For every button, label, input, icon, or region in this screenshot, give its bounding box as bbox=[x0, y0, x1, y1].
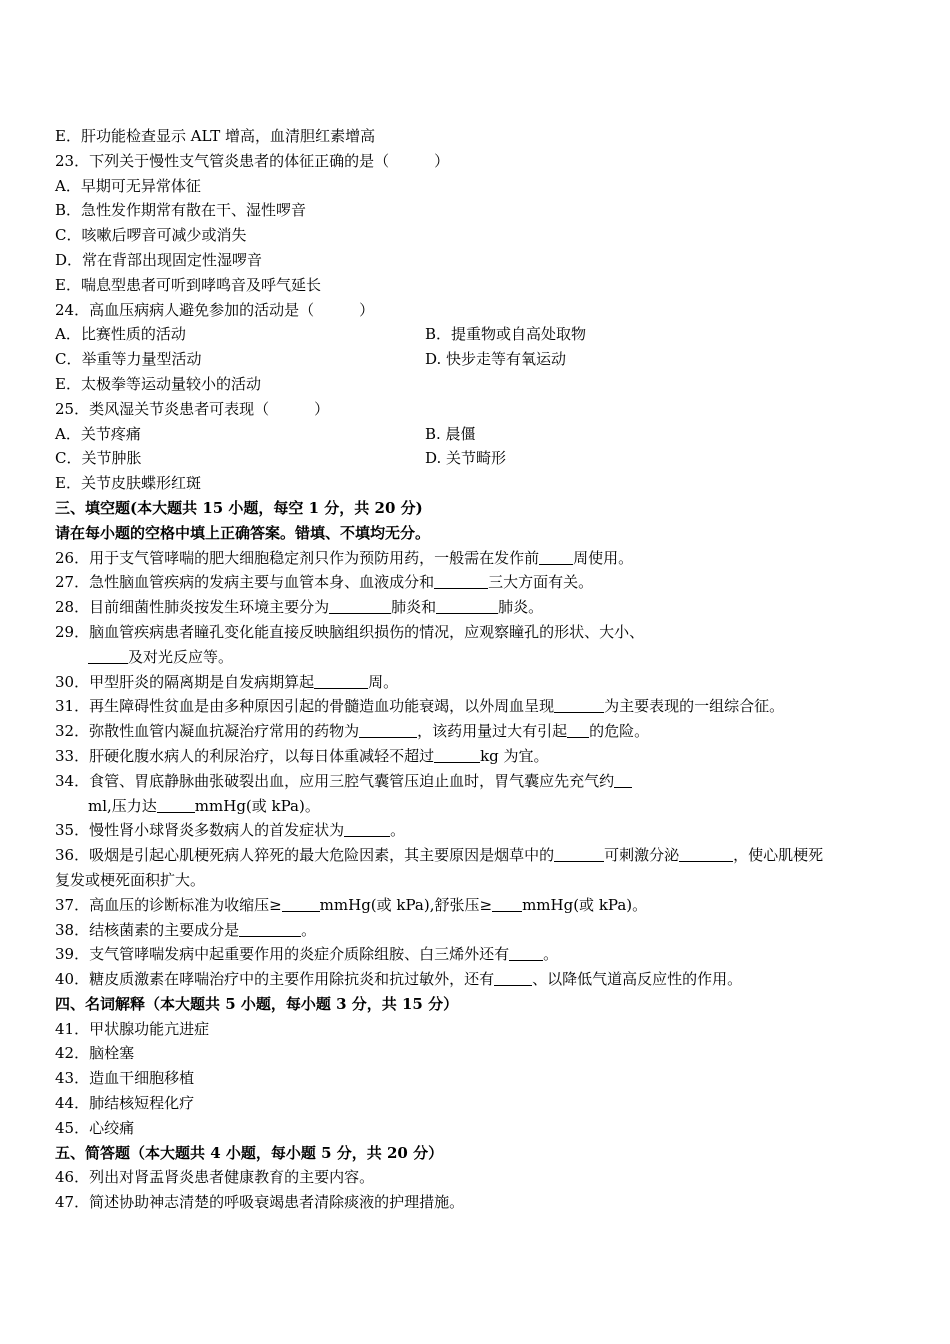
line-text: 24．高血压病病人避免参加的活动是（ ） bbox=[55, 300, 375, 319]
answer-blank bbox=[344, 820, 390, 837]
line-text: 25．类风湿关节炎患者可表现（ ） bbox=[55, 399, 330, 418]
text-line bbox=[55, 570, 900, 595]
answer-blank bbox=[679, 845, 733, 862]
line-text: mmHg(或 kPa)。 bbox=[522, 895, 648, 914]
text-line bbox=[55, 1116, 900, 1141]
line-text: 35．慢性肾小球肾炎多数病人的首发症状为 bbox=[55, 821, 345, 840]
line-text: ，使心肌梗死 bbox=[733, 846, 824, 865]
answer-blank bbox=[434, 572, 488, 589]
line-text: E．关节皮肤蝶形红斑 bbox=[55, 474, 201, 493]
line-text: 。 bbox=[543, 945, 559, 964]
line-text: 37．高血压的诊断标准为收缩压≥ bbox=[55, 895, 282, 914]
text-line bbox=[55, 818, 900, 843]
text-line bbox=[55, 1066, 900, 1091]
line-text: A．比赛性质的活动 bbox=[55, 325, 186, 344]
section-heading bbox=[55, 496, 900, 521]
line-text: B．急性发作期常有散在干、湿性啰音 bbox=[55, 201, 307, 220]
text-line bbox=[55, 942, 900, 967]
text-line bbox=[55, 744, 900, 769]
text-line bbox=[55, 223, 900, 248]
line-text: 的危险。 bbox=[589, 722, 650, 741]
text-line bbox=[55, 124, 900, 149]
line-text: 为主要表现的一组综合征。 bbox=[604, 697, 785, 716]
text-line bbox=[55, 273, 900, 298]
answer-blank bbox=[492, 895, 522, 912]
line-text: 周。 bbox=[368, 672, 399, 691]
line-text: 三、填空题(本大题共 15 小题，每空 1 分，共 20 分) bbox=[55, 498, 423, 517]
line-text: 26．用于支气管哮喘的肥大细胞稳定剂只作为预防用药，一般需在发作前 bbox=[55, 548, 540, 567]
option-right-column: D. 快步走等有氧运动 bbox=[425, 350, 567, 369]
line-text: E．太极拳等运动量较小的活动 bbox=[55, 374, 261, 393]
line-text: 三大方面有关。 bbox=[488, 573, 594, 592]
answer-blank bbox=[88, 647, 128, 664]
answer-blank bbox=[494, 969, 532, 986]
section-heading bbox=[55, 1141, 900, 1166]
line-text: 34．食管、胃底静脉曲张破裂出血，应用三腔气囊管压迫止血时，胃气囊应先充气约 bbox=[55, 771, 615, 790]
line-text: 及对光反应等。 bbox=[128, 647, 234, 666]
text-line bbox=[55, 1091, 900, 1116]
text-line bbox=[55, 645, 900, 670]
line-text: 38．结核菌素的主要成分是 bbox=[55, 920, 240, 939]
line-text: E．肝功能检查显示 ALT 增高，血清胆红素增高 bbox=[55, 127, 376, 145]
text-line bbox=[55, 1017, 900, 1042]
section-heading bbox=[55, 992, 900, 1017]
text-line bbox=[55, 347, 900, 372]
text-line bbox=[55, 868, 900, 893]
line-text: 44．肺结核短程化疗 bbox=[55, 1094, 195, 1113]
answer-blank bbox=[554, 696, 604, 713]
answer-blank bbox=[314, 672, 368, 689]
exam-page bbox=[55, 124, 900, 1215]
line-text: 32．弥散性血管内凝血抗凝治疗常用的药物为 bbox=[55, 722, 360, 741]
section-heading bbox=[55, 521, 900, 546]
line-text: 47．简述协助神志清楚的呼吸衰竭患者清除痰液的护理措施。 bbox=[55, 1193, 465, 1212]
answer-blank bbox=[614, 771, 632, 788]
text-line bbox=[55, 694, 900, 719]
line-text: 、以降低气道高反应性的作用。 bbox=[532, 970, 743, 989]
line-text: 请在每小题的空格中填上正确答案。错填、不填均无分。 bbox=[55, 523, 431, 542]
line-text: 肺炎。 bbox=[498, 598, 544, 617]
line-text: 46．列出对肾盂肾炎患者健康教育的主要内容。 bbox=[55, 1168, 375, 1187]
line-text: 45．心绞痛 bbox=[55, 1118, 135, 1137]
line-text: 30．甲型肝炎的隔离期是自发病期算起 bbox=[55, 672, 315, 691]
answer-blank bbox=[436, 597, 498, 614]
text-line bbox=[55, 471, 900, 496]
text-line bbox=[55, 372, 900, 397]
text-line bbox=[55, 248, 900, 273]
option-right-column: B．提重物或自高处取物 bbox=[425, 325, 587, 344]
line-text: 复发或梗死面积扩大。 bbox=[55, 870, 206, 889]
line-text: kg 为宜。 bbox=[480, 746, 549, 765]
text-line bbox=[55, 1165, 900, 1190]
line-text: 。 bbox=[390, 821, 406, 840]
text-line bbox=[55, 174, 900, 199]
line-text: A．关节疼痛 bbox=[55, 424, 141, 443]
text-line bbox=[55, 719, 900, 744]
answer-blank bbox=[539, 548, 573, 565]
text-line bbox=[55, 1041, 900, 1066]
line-text: A．早期可无异常体征 bbox=[55, 176, 201, 195]
answer-blank bbox=[239, 920, 301, 937]
line-text: E．喘息型患者可听到哮鸣音及呼气延长 bbox=[55, 275, 321, 294]
answer-blank bbox=[157, 796, 195, 813]
text-line bbox=[55, 397, 900, 422]
text-line bbox=[55, 843, 900, 868]
line-text: 23．下列关于慢性支气管炎患者的体征正确的是（ ） bbox=[55, 151, 450, 170]
text-line bbox=[55, 918, 900, 943]
text-line bbox=[55, 149, 900, 174]
answer-blank bbox=[282, 895, 320, 912]
text-line bbox=[55, 298, 900, 323]
answer-blank bbox=[509, 944, 543, 961]
line-text: ，该药用量过大有引起 bbox=[417, 722, 568, 741]
answer-blank bbox=[329, 597, 391, 614]
line-text: 43．造血干细胞移植 bbox=[55, 1069, 195, 1088]
text-line bbox=[55, 422, 900, 447]
text-line bbox=[55, 893, 900, 918]
line-text: 36．吸烟是引起心肌梗死病人猝死的最大危险因素，其主要原因是烟草中的 bbox=[55, 846, 555, 865]
line-text: 周使用。 bbox=[573, 548, 634, 567]
line-text: 42．脑栓塞 bbox=[55, 1044, 135, 1063]
line-text: C．关节肿胀 bbox=[55, 449, 142, 468]
text-line bbox=[55, 1190, 900, 1215]
line-text: 肺炎和 bbox=[391, 598, 437, 617]
answer-blank bbox=[554, 845, 604, 862]
line-text: 28．目前细菌性肺炎按发生环境主要分为 bbox=[55, 598, 330, 617]
line-text: 四、名词解释（本大题共 5 小题，每小题 3 分，共 15 分） bbox=[55, 994, 459, 1013]
line-text: mmHg(或 kPa),舒张压≥ bbox=[319, 895, 493, 914]
line-text: 五、简答题（本大题共 4 小题，每小题 5 分，共 20 分） bbox=[55, 1143, 444, 1162]
text-line bbox=[55, 198, 900, 223]
text-line bbox=[55, 769, 900, 794]
line-text: 可刺激分泌 bbox=[604, 846, 680, 865]
option-right-column: D. 关节畸形 bbox=[425, 449, 507, 468]
line-text: 33．肝硬化腹水病人的利尿治疗，以每日体重减轻不超过 bbox=[55, 746, 435, 765]
line-text: C．举重等力量型活动 bbox=[55, 350, 202, 369]
text-line bbox=[55, 546, 900, 571]
text-line bbox=[55, 620, 900, 645]
answer-blank bbox=[434, 746, 480, 763]
text-line bbox=[55, 446, 900, 471]
line-text: 。 bbox=[301, 920, 317, 939]
option-right-column: B. 晨僵 bbox=[425, 424, 476, 443]
line-text: mmHg(或 kPa)。 bbox=[194, 796, 320, 815]
line-text: 40．糖皮质激素在哮喘治疗中的主要作用除抗炎和抗过敏外，还有 bbox=[55, 970, 495, 989]
line-text: ml,压力达 bbox=[88, 796, 157, 815]
text-line bbox=[55, 322, 900, 347]
text-line bbox=[55, 967, 900, 992]
line-text: D．常在背部出现固定性湿啰音 bbox=[55, 250, 263, 269]
text-line bbox=[55, 794, 900, 819]
line-text: 31．再生障碍性贫血是由多种原因引起的骨髓造血功能衰竭，以外周血呈现 bbox=[55, 697, 555, 716]
line-text: 29．脑血管疾病患者瞳孔变化能直接反映脑组织损伤的情况，应观察瞳孔的形状、大小、 bbox=[55, 622, 645, 641]
line-text: 39．支气管哮喘发病中起重要作用的炎症介质除组胺、白三烯外还有 bbox=[55, 945, 510, 964]
line-text: C．咳嗽后啰音可减少或消失 bbox=[55, 226, 247, 245]
text-line bbox=[55, 595, 900, 620]
line-text: 27．急性脑血管疾病的发病主要与血管本身、血液成分和 bbox=[55, 573, 435, 592]
answer-blank bbox=[359, 721, 417, 738]
line-text: 41．甲状腺功能亢进症 bbox=[55, 1019, 210, 1038]
text-line bbox=[55, 670, 900, 695]
answer-blank bbox=[567, 721, 589, 738]
